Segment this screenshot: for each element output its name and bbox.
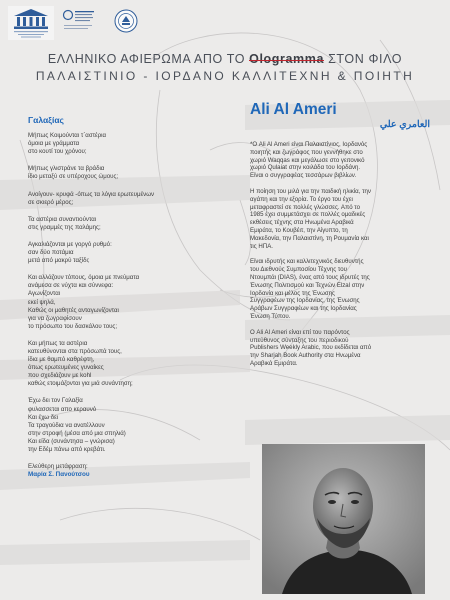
bio-line: υπεύθυνος σύνταξης του περιοδικού (250, 336, 349, 344)
poem-line: ίδιο μεταξύ σε υπέροχους ώμους; (28, 173, 119, 181)
poem-line: όπως ερωτευμένες γυναίκες (28, 364, 104, 372)
bio-line: ποιητής και ζωγράφος που γεννήθηκε στο (250, 148, 363, 156)
poem-line: Και αλλάζουν τόπους, όμοια με πνεύματα (28, 274, 140, 282)
bio-line: Αράβων Συγγραφέων και της Ιορδανίας (250, 305, 357, 313)
poem-line: την Εδέμ πάνω από κρεβάτι. (28, 446, 106, 453)
author-name-en: Ali Al Ameri (250, 101, 337, 118)
bio-line: *Ο Ali Al Ameri είναι Παλαιστίνιος, Ιορδανός (250, 141, 368, 148)
bio-line: Publishers Weekly Arabic, που εκδίδεται από (250, 344, 372, 352)
poem-line: κατευθύνονται στα πρόσωπά τους, (28, 347, 122, 355)
poem-line: στο κουτί του χρόνου; (28, 148, 87, 156)
poem-line: το πρόσωπο του δασκάλου τους; (28, 322, 118, 330)
poem-line: μετά από μακρύ ταξίδι; (28, 257, 90, 265)
poem-stanza (28, 274, 238, 331)
poem-line: Τα αστέρια συναντιούνται (28, 215, 97, 223)
poem-line: όμοια με γράμματα (28, 140, 80, 148)
poem-stanza (28, 397, 238, 454)
bio-line: Είναι ο συγγραφέας τεσσάρων βιβλίων. (250, 172, 357, 180)
poem-stanza (28, 340, 238, 389)
poem-line: φυλασσεται απο κεραυνό (28, 405, 97, 413)
header-title (0, 52, 450, 83)
bio-column (250, 101, 430, 376)
poem-stanza (28, 165, 238, 181)
bio-paragraph (250, 188, 430, 250)
bio-paragraphs (250, 141, 430, 368)
poem-line: Και είδα (συνάντησα – γνώρισα) (28, 437, 115, 445)
bio-line: 1985 έχει συμμετάσχει σε πολλές ομαδικές (250, 211, 366, 219)
federation-seal-icon (114, 9, 138, 33)
poem-line: Και μήπως τα αστέρια (28, 339, 88, 347)
poem-line: Καθώς οι μαθητές ανταγωνίζονται (28, 306, 119, 314)
title-suffix: ΣΤΟΝ ΦΙΛΟ (328, 52, 403, 66)
ologramma-club-logo-icon (62, 8, 96, 34)
author-name-ar: العامري علي (379, 119, 430, 130)
poem-line: Τα τραγούδια να ανατέλλουν (28, 421, 105, 429)
poem-line: ίδια με θαμπό καθρέφτη, (28, 356, 95, 364)
translation-credit-label: Ελεύθερη μετάφραση: (28, 463, 88, 471)
bio-paragraph (250, 329, 430, 368)
logo-bar (8, 6, 138, 40)
poem-line: Αγκαλιάζονται με γοργό ρυθμό: (28, 240, 112, 248)
bio-line: Εμιράτα, το Κουβέιτ, την Αίγυπτο, τη (250, 226, 348, 234)
poem-stanza (28, 216, 238, 232)
brand-name: Ologramma (249, 52, 325, 66)
bio-line: του Διεθνούς Συμποσίου Τέχνης του (250, 266, 347, 274)
bio-line: μεταφραστεί σε πολλές γλώσσες. Από το (250, 203, 360, 211)
bio-line: Μακεδονία, την Παλαιστίνη, τη Ρουμανία και (250, 234, 369, 242)
poem-stanza (28, 241, 238, 265)
poem-stanzas (28, 132, 238, 454)
poem-line: Αγωνίζονται (28, 290, 61, 298)
bio-line: χωριό Waqqas και μεγάλωσε στο γειτονικό (250, 156, 365, 164)
poem-line: σαν δύο ποτάμια (28, 249, 74, 257)
poem-line: Μήπως γλιστράνε τα βράδια (28, 165, 105, 173)
title-line-1 (0, 52, 450, 66)
poem-line: Ανοίγουν- κρυφά -όπως τα λόγια ερωτευμένων (28, 190, 155, 198)
unesco-logo-icon (8, 6, 54, 40)
bio-line: εκθέσεις τέχνης στα Ηνωμένα Αραβικά (250, 219, 354, 227)
bio-line: Ντουμπάι (DIAS), ένας από τους ιδρυτές της (250, 273, 370, 281)
bio-line: Ιορδανία και μέλος της Ένωσης (250, 289, 335, 297)
poem-line: ανάμεσα σε νύχτα και σύννεφα: (28, 282, 114, 290)
poem-title: Γαλαξίας (28, 115, 64, 125)
bio-line: την Sharjah Book Authority στα Ηνωμένα (250, 352, 361, 360)
bio-line: Είναι ιδρυτής και καλλιτεχνικός διευθυντής (250, 258, 364, 266)
bio-paragraph (250, 141, 430, 180)
poem-line: σε σκιερό μέρος; (28, 198, 74, 206)
bio-line: τις ΗΠΑ. (250, 242, 273, 250)
poem-line: Και έχω δει (28, 413, 59, 421)
portrait-photo (262, 444, 425, 594)
poem-line: στις γραμμές της παλάμης; (28, 223, 101, 231)
bio-paragraph (250, 258, 430, 320)
bio-line: Συγγραφέων της Ιορδανίας, της Ένωσης (250, 297, 360, 305)
poem-line: που σχεδιάζουν με kohl (28, 372, 92, 380)
translator-name: Μαρία Σ. Πανούτσου (28, 471, 90, 479)
poem-line: στην στροφή (μέσα από μια σπηλιά) (28, 429, 126, 437)
poem-line: για να ζωγραφίσουν (28, 314, 82, 322)
bio-line: Η ποίηση του μιλά για την παιδική ηλικία, την (250, 187, 371, 195)
bio-line: Ένωση Τύπου. (250, 312, 291, 320)
poem-line: Έχω δει τον Γαλαξία (28, 397, 83, 405)
poem-stanza (28, 132, 238, 156)
bio-line: Αραβικά Εμιράτα. (250, 359, 298, 367)
bio-line: Ένωσης Πολιτισμού και Τεχνών Elzal στην (250, 281, 365, 289)
poem-line: καθώς ετοιμάζονται για μιά συνάντηση; (28, 380, 133, 388)
poem-stanza (28, 191, 238, 207)
poem-line: εκεί ψηλά, (28, 298, 56, 306)
poem-column (28, 116, 238, 479)
title-prefix: ΕΛΛΗΝΙΚΟ ΑΦΙΕΡΩΜΑ ΑΠΟ ΤΟ (47, 52, 246, 66)
bio-line: χωριό Qulaiat στην κοιλάδα του Ιορδάνη. (250, 164, 361, 172)
bio-line: αγάπη και την εξορία. Το έργο του έχει (250, 195, 353, 203)
bio-line: Ο Ali Al Ameri είναι επί του παρόντος (250, 328, 350, 336)
poem-line: Μήπως Κοιμούνται τ΄αστέρια (28, 132, 107, 140)
title-line-2: ΠΑΛΑΙΣΤΙΝΙΟ - ΙΟΡΔΑΝΟ ΚΑΛΛΙΤΕΧΝΗ & ΠΟΙΗΤΗ (35, 69, 415, 83)
